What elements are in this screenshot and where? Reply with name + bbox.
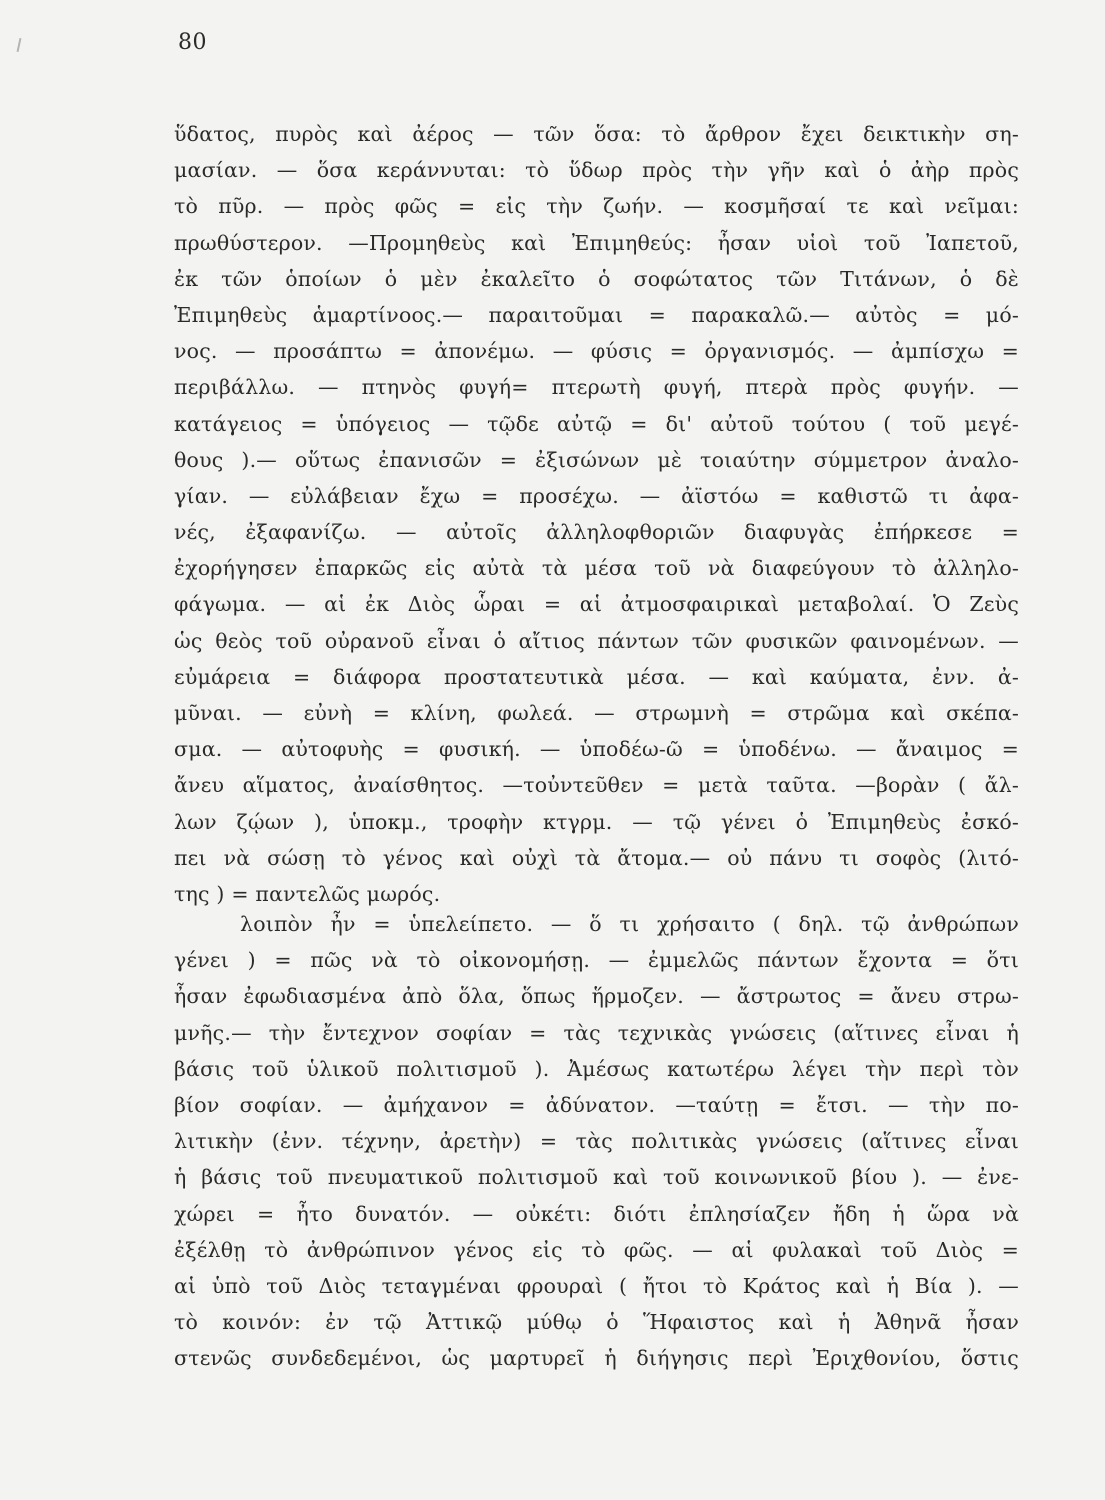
text-line: ἄνευ αἵματος, ἀναίσθητος. —τοὐντεῦθεν = μετὰ ταῦτα. —βορὰν ( ἄλ- <box>174 773 1019 798</box>
text-line: περιβάλλω. — πτηνὸς φυγή= πτερωτὴ φυγή, πτερὰ πρὸς φυγήν. — <box>174 375 1019 400</box>
text-line: θους ).— οὕτως ἐπανισῶν = ἐξισώνων μὲ τοιαύτην σύμμετρον ἀναλο- <box>174 447 1019 472</box>
text-line: ἐξέλθῃ τὸ ἀνθρώπινον γένος εἰς τὸ φῶς. — αἱ φυλακαὶ τοῦ Διὸς = <box>174 1237 1019 1262</box>
text-line: στενῶς συνδεδεμένοι, ὡς μαρτυρεῖ ἡ διήγησις περὶ Ἐριχθονίου, ὅστις <box>174 1346 1019 1371</box>
text-line: ἦσαν ἐφωδιασμένα ἀπὸ ὅλα, ὅπως ἥρμοζεν. — ἄστρωτος = ἄνευ στρω- <box>174 984 1019 1009</box>
commentary-paragraph-1 <box>174 116 1019 912</box>
text-line: νές, ἐξαφανίζω. — αὐτοῖς ἀλληλοφθοριῶν διαφυγὰς ἐπήρκεσε = <box>174 520 1019 545</box>
text-line: ἡ βάσις τοῦ πνευματικοῦ πολιτισμοῦ καὶ τοῦ κοινωνικοῦ βίου ). — ἐνε- <box>174 1165 1019 1190</box>
text-line: σμα. — αὐτοφυὴς = φυσική. — ὑποδέω-ῶ = ὑποδένω. — ἄναιμος = <box>174 737 1019 762</box>
text-line: νος. — προσάπτω = ἀπονέμω. — φύσις = ὀργανισμός. — ἀμπίσχω = <box>174 339 1019 364</box>
text-line: βάσις τοῦ ὑλικοῦ πολιτισμοῦ ). Ἀμέσως κατωτέρω λέγει τὴν περὶ τὸν <box>174 1056 1019 1081</box>
text-line: πρωθύστερον. —Προμηθεὺς καὶ Ἐπιμηθεύς: ἦσαν υἱοὶ τοῦ Ἰαπετοῦ, <box>174 230 1019 255</box>
text-line: λοιπὸν ἦν = ὑπελείπετο. — ὅ τι χρήσαιτο ( δηλ. τῷ ἀνθρώπων <box>240 912 1019 936</box>
text-line: γίαν. — εὐλάβειαν ἔχω = προσέχω. — ἀϊστόω = καθιστῶ τι ἀφα- <box>174 483 1019 508</box>
text-line: γένει ) = πῶς νὰ τὸ οἰκονομήσῃ. — ἐμμελῶς πάντων ἔχοντα = ὅτι <box>174 948 1019 973</box>
text-line: βίον σοφίαν. — ἀμήχανον = ἀδύνατον. —ταύτῃ = ἔτσι. — τὴν πο- <box>174 1092 1019 1117</box>
text-line: μασίαν. — ὅσα κεράννυται: τὸ ὕδωρ πρὸς τὴν γῆν καὶ ὁ ἀὴρ πρὸς <box>174 158 1019 183</box>
text-line: λων ζῴων ), ὑποκμ., τροφὴν κτγρμ. — τῷ γένει ὁ Ἐπιμηθεὺς ἐσκό- <box>174 809 1019 834</box>
commentary-paragraph-2 <box>174 906 1019 1376</box>
text-line: της ) = παντελῶς μωρός. <box>174 881 441 906</box>
page-number: 80 <box>178 30 207 55</box>
text-line: ἐχορήγησεν ἐπαρκῶς εἰς αὐτὰ τὰ μέσα τοῦ νὰ διαφεύγουν τὸ ἀλληλο- <box>174 556 1019 581</box>
text-line: εὐμάρεια = διάφορα προστατευτικὰ μέσα. — καὶ καύματα, ἐνν. ἀ- <box>174 664 1019 689</box>
text-line: λιτικὴν (ἐνν. τέχνην, ἀρετὴν) = τὰς πολιτικὰς γνώσεις (αἵτινες εἶναι <box>174 1129 1019 1154</box>
text-line: ἐκ τῶν ὁποίων ὁ μὲν ἐκαλεῖτο ὁ σοφώτατος τῶν Τιτάνων, ὁ δὲ <box>174 266 1019 291</box>
text-line: μνῆς.— τὴν ἔντεχνον σοφίαν = τὰς τεχνικὰς γνώσεις (αἵτινες εἶναι ἡ <box>174 1020 1019 1045</box>
page-edge-mark <box>17 38 22 52</box>
text-line: κατάγειος = ὑπόγειος — τῷδε αὐτῷ = δι' αὐτοῦ τούτου ( τοῦ μεγέ- <box>174 411 1019 436</box>
text-line: μῦναι. — εὐνὴ = κλίνη, φωλεά. — στρωμνὴ = στρῶμα καὶ σκέπα- <box>174 701 1019 725</box>
text-line: τὸ πῦρ. — πρὸς φῶς = εἰς τὴν ζωήν. — κοσμῆσαί τε καὶ νεῖμαι: <box>174 194 1019 219</box>
text-line: φάγωμα. — αἱ ἐκ Διὸς ὧραι = αἱ ἀτμοσφαιρικαὶ μεταβολαί. Ὁ Ζεὺς <box>174 592 1019 617</box>
text-line: αἱ ὑπὸ τοῦ Διὸς τεταγμέναι φρουραὶ ( ἤτοι τὸ Κράτος καὶ ἡ Βία ). — <box>174 1273 1019 1298</box>
text-line: τὸ κοινόν: ἐν τῷ Ἀττικῷ μύθῳ ὁ Ἥφαιστος καὶ ἡ Ἀθηνᾶ ἦσαν <box>174 1310 1019 1335</box>
text-line: Ἐπιμηθεὺς ἁμαρτίνοος.— παραιτοῦμαι = παρακαλῶ.— αὐτὸς = μό- <box>174 302 1019 327</box>
text-line: ὕδατος, πυρὸς καὶ ἀέρος — τῶν ὅσα: τὸ ἄρθρον ἔχει δεικτικὴν ση- <box>174 122 1019 146</box>
text-line: χώρει = ἦτο δυνατόν. — οὐκέτι: διότι ἐπλησίαζεν ἤδη ἡ ὥρα νὰ <box>174 1201 1019 1226</box>
text-line: πει νὰ σώσῃ τὸ γένος καὶ οὐχὶ τὰ ἄτομα.— οὐ πάνυ τι σοφὸς (λιτό- <box>174 845 1019 870</box>
text-line: ὡς θεὸς τοῦ οὐρανοῦ εἶναι ὁ αἴτιος πάντων τῶν φυσικῶν φαινομένων. — <box>174 628 1019 653</box>
